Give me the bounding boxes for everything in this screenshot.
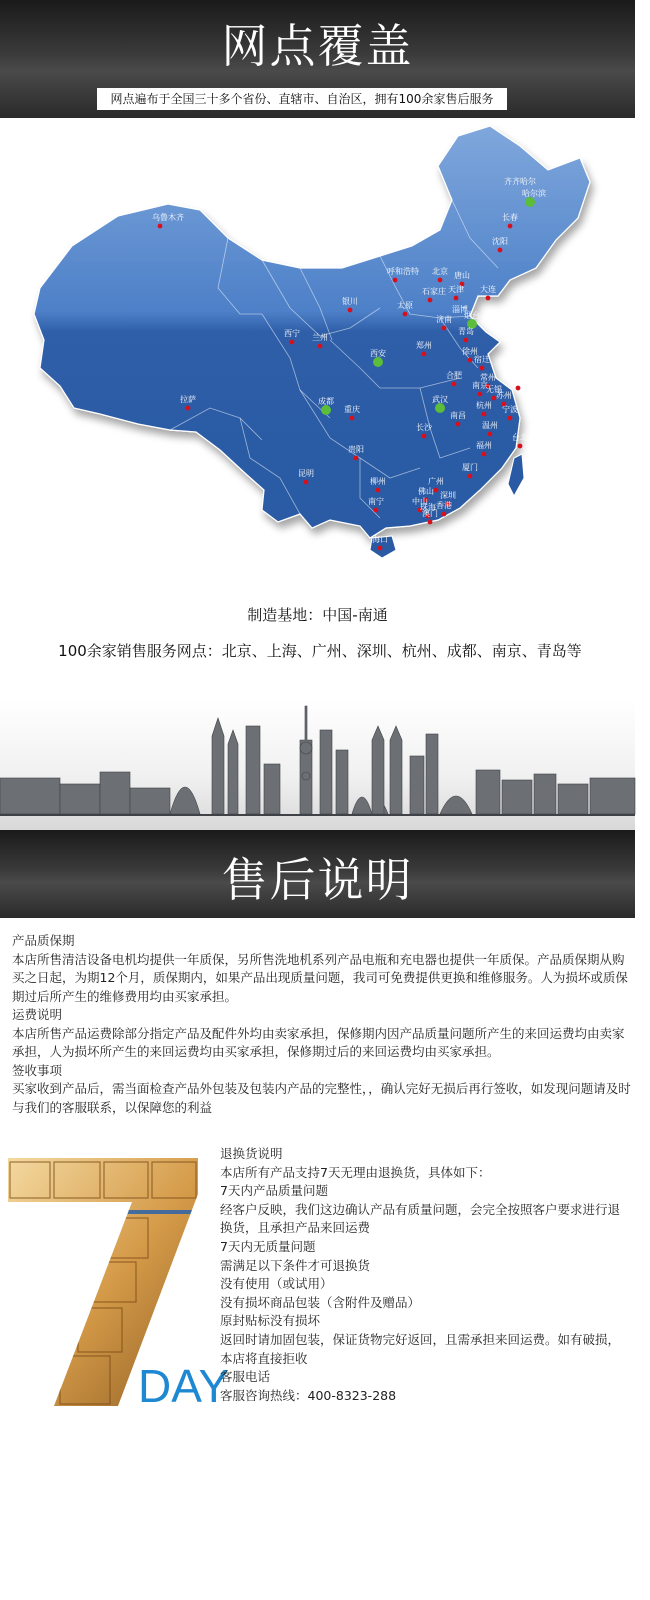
returns-line: 客服咨询热线：400-8323-288 [220, 1387, 397, 1403]
returns-line: 本店所有产品支持7天无理由退换货，具体如下： [220, 1164, 491, 1180]
huhehaote-label: 呼和浩特 [387, 267, 419, 276]
zhuhai-label: 珠海 [420, 503, 436, 512]
chongqing-label: 重庆 [344, 405, 360, 414]
liuzhou-label: 柳州 [370, 477, 386, 486]
changzhou-label: 常州 [480, 373, 496, 382]
wuhan-dot [435, 403, 445, 413]
chongqing-dot [350, 416, 355, 421]
suqian-label: 宿迁 [474, 355, 490, 364]
haikou-label: 海口 [372, 535, 388, 544]
shenyang-dot [498, 248, 503, 253]
lanzhou-dot [318, 344, 323, 349]
hefei-label: 合肥 [446, 371, 462, 380]
wulumuqi-label: 乌鲁木齐 [152, 213, 184, 222]
tianjin-label: 天津 [448, 285, 464, 294]
kunming-dot [304, 480, 309, 485]
coverage-title: 网点覆盖 [221, 19, 414, 73]
wuxi-label: 无锡 [486, 385, 502, 394]
xianggang-label: 香港 [436, 501, 452, 510]
service-network-line: 100余家销售服务网点：北京、上海、广州、深圳、杭州、成都、南京、青岛等 [58, 642, 582, 660]
tianjin-dot [454, 296, 459, 301]
suqian-dot [480, 366, 485, 371]
kunming-label: 昆明 [298, 469, 314, 478]
seven-day-graphic [8, 1158, 230, 1412]
shanghai-dot [516, 386, 521, 391]
ningbo-label: 宁波 [502, 405, 518, 414]
chengdu-label: 成都 [318, 397, 334, 406]
returns-line: 需满足以下条件才可退换货 [220, 1257, 371, 1273]
jinan-label: 济南 [436, 315, 452, 324]
wulumuqi-dot [158, 224, 163, 229]
guangzhou-dot [434, 488, 439, 493]
changchun-dot [508, 224, 513, 229]
beijing-label: 北京 [432, 267, 448, 276]
returns-line: 7天内无质量问题 [220, 1238, 316, 1254]
shanghai-label: 上海 [510, 375, 526, 384]
liuzhou-dot [376, 488, 381, 493]
xuzhou-label: 徐州 [462, 347, 478, 356]
qingdao-label: 青岛 [458, 327, 474, 336]
shipping-body: 本店所售产品运费除部分指定产品及配件外均由卖家承担，保修期内因产品质量问题所产生的来回运费均由卖家承担，人为损坏所产生的来回运费均由买家承担，保修期过后的来回运费均由买家承担。 [12, 1025, 625, 1059]
manufacturing-base: 制造基地：中国-南通 [247, 606, 388, 624]
nanning-label: 南宁 [368, 497, 384, 506]
taibei-dot [518, 444, 523, 449]
shenzhen-label: 深圳 [440, 491, 456, 500]
shipping-title: 运费说明 [12, 1007, 63, 1022]
foshan-label: 佛山 [418, 487, 434, 496]
returns-line: 原封贴标没有损坏 [220, 1313, 321, 1329]
fuzhou-dot [482, 452, 487, 457]
dalian-label: 大连 [480, 285, 496, 294]
xuzhou-dot [468, 358, 473, 363]
hangzhou-dot [482, 412, 487, 417]
yinchuan-dot [348, 308, 353, 313]
taiyuan-label: 太原 [397, 301, 413, 310]
aftersale-banner [0, 830, 635, 918]
changchun-label: 长春 [502, 213, 518, 222]
returns-section [220, 1145, 630, 1405]
xining-label: 西宁 [284, 329, 300, 338]
xian-dot [373, 357, 383, 367]
returns-line: 客服电话 [220, 1369, 271, 1385]
nanning-dot [374, 508, 379, 513]
wenzhou-label: 温州 [482, 421, 498, 430]
lasa-label: 拉萨 [180, 395, 196, 404]
lasa-dot [186, 406, 191, 411]
yinchuan-label: 银川 [342, 297, 358, 306]
warranty-title: 产品质保期 [12, 933, 75, 948]
aomen-label: 澳门 [422, 509, 438, 518]
jinan-dot [442, 326, 447, 331]
aftersale-title: 售后说明 [221, 853, 414, 907]
beijing-dot [438, 278, 443, 283]
qiqihaer-label: 齐齐哈尔 [504, 177, 536, 186]
huhehaote-dot [393, 278, 398, 283]
nanjing-dot [478, 392, 483, 397]
china-map [0, 118, 635, 598]
nanjing-label: 南京 [472, 381, 488, 390]
nanchang-label: 南昌 [450, 411, 466, 420]
shijiazhuang-label: 石家庄 [422, 287, 446, 296]
nanchang-dot [456, 422, 461, 427]
city-skyline-image [0, 700, 635, 830]
coverage-banner [0, 0, 635, 118]
shenyang-label: 沈阳 [492, 237, 508, 246]
haerbin-dot [525, 197, 535, 207]
hangzhou-label: 杭州 [476, 401, 492, 410]
returns-line: 没有损坏商品包装（含附件及赠品） [220, 1294, 421, 1310]
xining-dot [290, 340, 295, 345]
coverage-subtitle: 网点遍布于全国三十多个省份、直辖市、自治区，拥有100余家售后服务 [97, 88, 507, 110]
ningbo-dot [508, 416, 513, 421]
returns-line: 没有使用（或试用） [220, 1276, 333, 1292]
aomen-dot [428, 520, 433, 525]
wenzhou-dot [488, 432, 493, 437]
guiyang-label: 贵阳 [348, 445, 364, 454]
haerbin-label: 哈尔滨 [522, 189, 546, 198]
returns-line: 经客户反映，我们这边确认产品有质量问题，会完全按照客户要求进行退换货，且承担产品来回运费 [220, 1201, 621, 1236]
wuhan-label: 武汉 [432, 395, 448, 404]
qingdao-dot [464, 338, 469, 343]
receipt-title: 签收事项 [12, 1062, 63, 1078]
zibo-label: 淄博 [452, 305, 468, 314]
chengdu-dot [321, 405, 331, 415]
xian-label: 西安 [370, 349, 386, 358]
taiyuan-dot [403, 312, 408, 317]
zhongshan-label: 中山 [412, 497, 428, 506]
changsha-dot [422, 434, 427, 439]
day-word: DAY [138, 1360, 230, 1412]
suzhou-label: 苏州 [496, 391, 512, 400]
hefei-dot [452, 382, 457, 387]
lanzhou-label: 兰州 [312, 333, 328, 342]
xianggang-dot [442, 512, 447, 517]
tangshan-label: 唐山 [454, 271, 470, 280]
taibei-label: 台北 [512, 433, 528, 442]
policy-section [12, 932, 632, 1117]
xiamen-label: 厦门 [462, 463, 478, 472]
returns-line: 7天内产品质量问题 [220, 1183, 328, 1199]
shijiazhuang-dot [428, 298, 433, 303]
returns-line: 返回时请加固包装，保证货物完好返回，且需承担来回运费。如有破损，本店将直接拒收 [220, 1331, 621, 1366]
fuzhou-label: 福州 [476, 441, 492, 450]
haikou-dot [378, 546, 383, 551]
returns-line: 退换货说明 [220, 1146, 283, 1161]
guiyang-dot [354, 456, 359, 461]
yantai-label: 烟台 [464, 311, 480, 320]
guangzhou-label: 广州 [428, 477, 444, 486]
warranty-body: 本店所售清洁设备电机均提供一年质保，另所售洗地机系列产品电瓶和充电器也提供一年质保。产品质保期从购买之日起，为期12个月，质保期内，如果产品出现质量问题，我司可免费提供更换和维修服务。人为损坏或质保期过后所产生的维修费用均由买家承担。 [12, 951, 628, 1004]
dalian-dot [486, 296, 491, 301]
zhengzhou-dot [422, 352, 427, 357]
xiamen-dot [468, 474, 473, 479]
zhengzhou-label: 郑州 [416, 341, 432, 350]
receipt-body: 买家收到产品后，需当面检查产品外包装及包装内产品的完整性，，确认完好无损后再行签收，如发现问题请及时与我们的客服联系，以保障您的利益 [12, 1081, 631, 1115]
taiwan-island [508, 454, 524, 496]
changsha-label: 长沙 [416, 423, 432, 432]
